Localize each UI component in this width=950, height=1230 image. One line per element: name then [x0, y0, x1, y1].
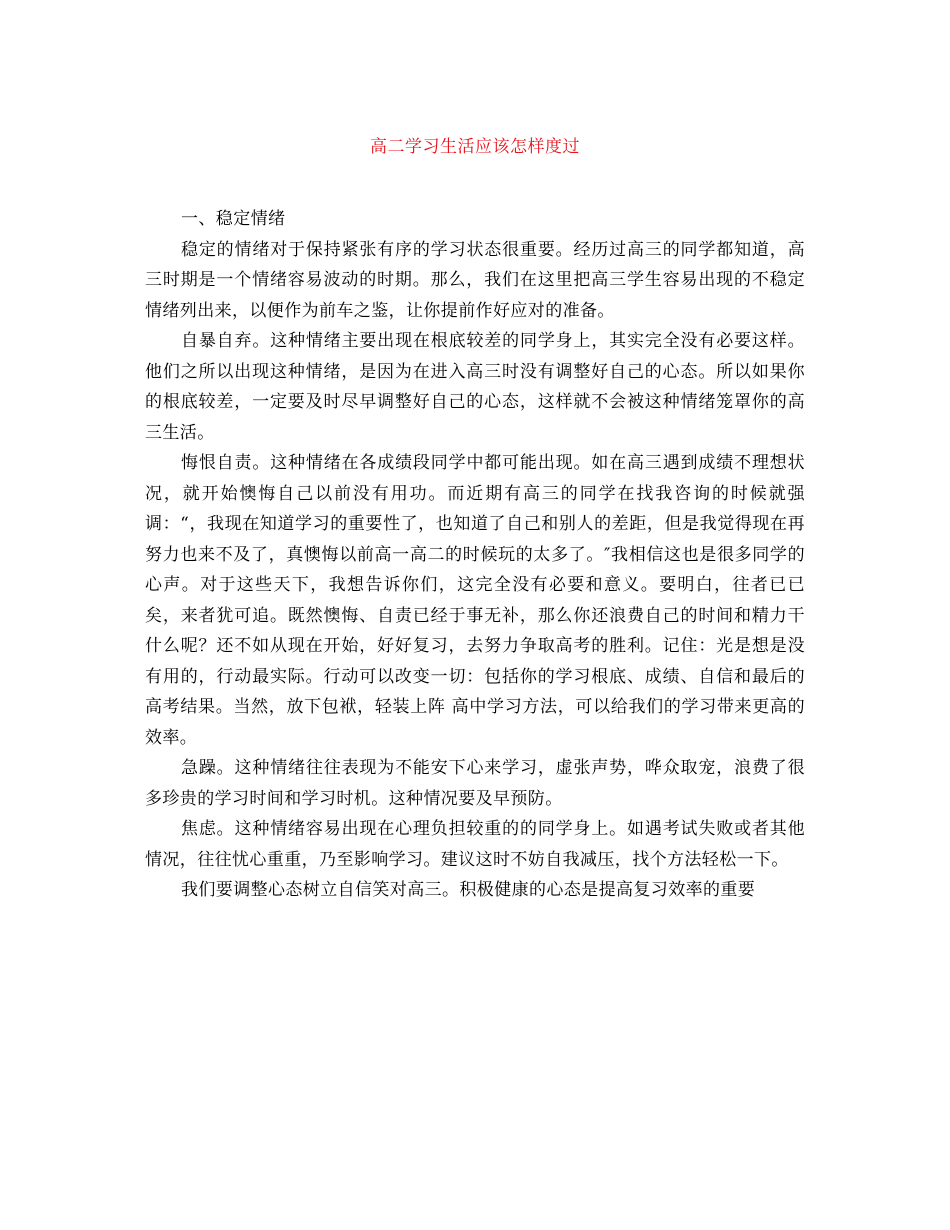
- paragraph: 悔恨自责。这种情绪在各成绩段同学中都可能出现。如在高三遇到成绩不理想状况，就开始懊悔自己以前没有用功。而近期有高三的同学在找我咨询的时候就强调：“，我现在知道学习的重要性了，也知道了自己和别人的差距，但是我觉得现在再努力也来不及了，真懊悔以前高一高二的时候玩的太多了。″我相信这也是很多同学的心声。对于这些天下，我想告诉你们，这完全没有必要和意义。要明白，往者已已矣，来者犹可追。既然懊悔、自责已经于事无补，那么你还浪费自己的时间和精力干什么呢？还不如从现在开始，好好复习，去努力争取高考的胜利。记住：光是想是没有用的，行动最实际。行动可以改变一切：包括你的学习根底、成绩、自信和最后的高考结果。当然，放下包袱，轻装上阵 高中学习方法，可以给我们的学习带来更高的效率。: [145, 453, 805, 748]
- paragraph: 我们要调整心态树立自信笑对高三。积极健康的心态是提高复习效率的重要: [181, 880, 756, 900]
- paragraph: 急躁。这种情绪往往表现为不能安下心来学习，虚张声势，哗众取宠，浪费了很多珍贵的学习时间和学习时机。这种情况要及早预防。: [145, 758, 805, 809]
- paragraph: 稳定的情绪对于保持紧张有序的学习状态很重要。经历过高三的同学都知道，高三时期是一个情绪容易波动的时期。那么，我们在这里把高三学生容易出现的不稳定情绪列出来，以便作为前车之鉴，让你提前作好应对的准备。: [145, 239, 805, 321]
- document-title: 高二学习生活应该怎样度过: [370, 137, 580, 157]
- document-body: [145, 204, 805, 906]
- paragraph: 自暴自弃。这种情绪主要出现在根底较差的同学身上，其实完全没有必要这样。他们之所以出现这种情绪，是因为在进入高三时没有调整好自己的心态。所以如果你的根底较差，一定要及时尽早调整好自己的心态，这样就不会被这种情绪笼罩你的高三生活。: [145, 331, 805, 443]
- section-heading: 一、稳定情绪: [181, 209, 286, 229]
- paragraph: 焦虑。这种情绪容易出现在心理负担较重的的同学身上。如遇考试失败或者其他情况，往往忧心重重，乃至影响学习。建议这时不妨自我减压，找个方法轻松一下。: [145, 819, 805, 870]
